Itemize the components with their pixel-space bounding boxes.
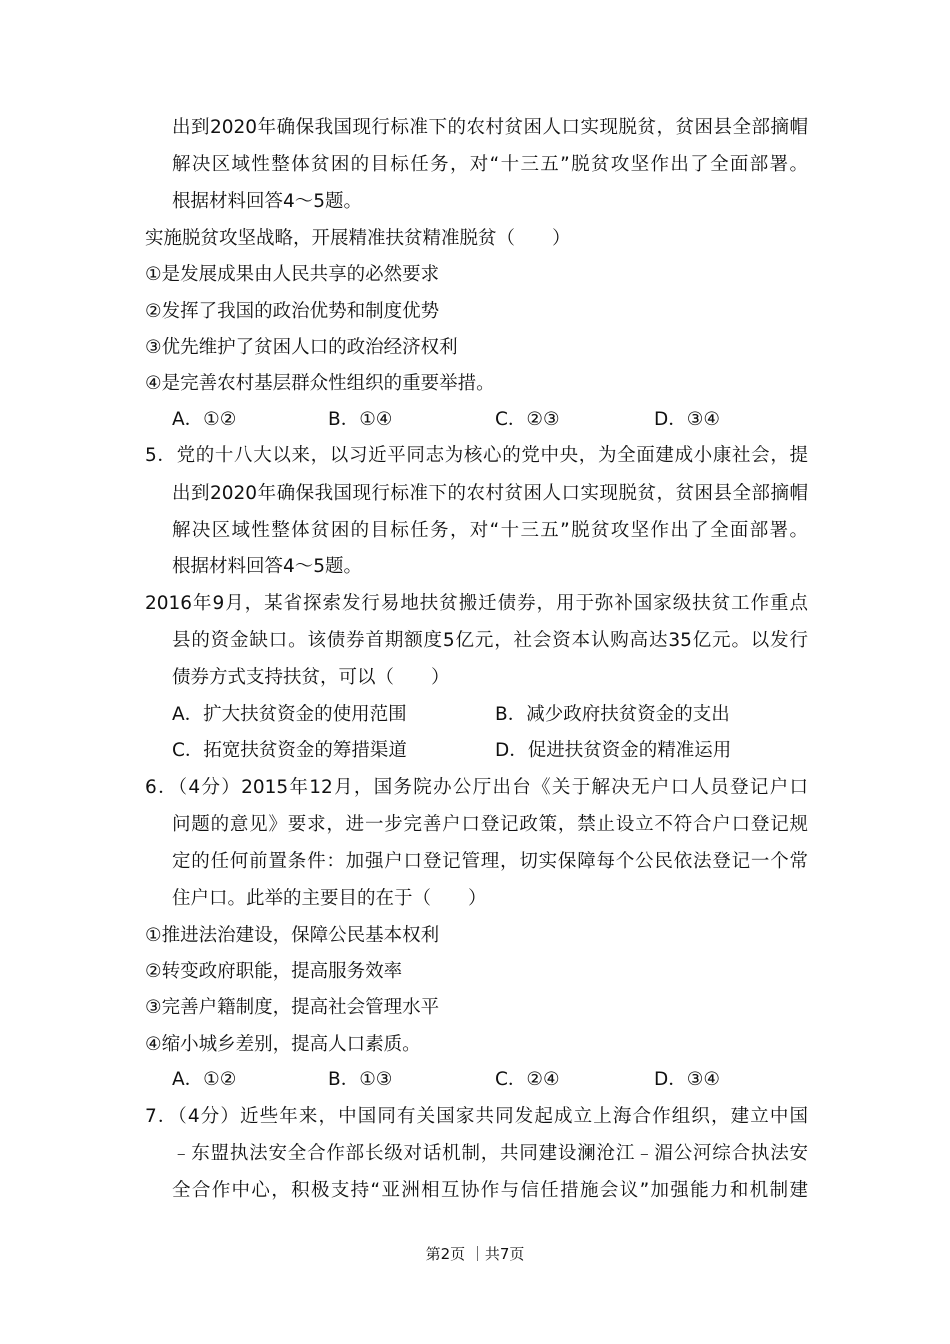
q4-material-line: 出到2020年确保我国现行标准下的农村贫困人口实现脱贫，贫困县全部摘帽 bbox=[172, 117, 808, 138]
q6-item: ②转变政府职能，提高服务效率 bbox=[145, 961, 403, 982]
q6-stem-line: 问题的意见》要求，进一步完善户口登记政策，禁止设立不符合户口登记规 bbox=[172, 814, 808, 835]
q6-option-a: A．①② bbox=[172, 1069, 237, 1090]
q6-option-b: B．①③ bbox=[328, 1069, 393, 1090]
q5-option-d: D．促进扶贫资金的精准运用 bbox=[495, 740, 732, 761]
q4-option-a: A．①② bbox=[172, 409, 237, 430]
q5-option-a: A．扩大扶贫资金的使用范围 bbox=[172, 704, 407, 725]
q4-item: ③优先维护了贫困人口的政治经济权利 bbox=[145, 337, 458, 358]
q4-item: ④是完善农村基层群众性组织的重要举措。 bbox=[145, 373, 495, 394]
q4-stem: 实施脱贫攻坚战略，开展精准扶贫精准脱贫（ ） bbox=[145, 228, 571, 249]
q6-item: ①推进法治建设，保障公民基本权利 bbox=[145, 925, 440, 946]
q5-stem-line: 债券方式支持扶贫，可以（ ） bbox=[172, 667, 450, 688]
q4-material-line: 解决区域性整体贫困的目标任务，对“十三五”脱贫攻坚作出了全面部署。 bbox=[172, 154, 808, 175]
q6-item: ③完善户籍制度，提高社会管理水平 bbox=[145, 997, 440, 1018]
q5-material-line: 根据材料回答4～5题。 bbox=[172, 556, 363, 577]
q5-material-line: 出到2020年确保我国现行标准下的农村贫困人口实现脱贫，贫困县全部摘帽 bbox=[172, 483, 808, 504]
q5-stem-line: 2016年9月，某省探索发行易地扶贫搬迁债券，用于弥补国家级扶贫工作重点 bbox=[145, 593, 808, 614]
q4-option-c: C．②③ bbox=[495, 409, 560, 430]
q6-stem-line: 定的任何前置条件：加强户口登记管理，切实保障每个公民依法登记一个常 bbox=[172, 851, 808, 872]
q4-option-b: B．①④ bbox=[328, 409, 393, 430]
q6-option-c: C．②④ bbox=[495, 1069, 560, 1090]
q5-option-b: B．减少政府扶贫资金的支出 bbox=[495, 704, 730, 725]
q5-option-c: C．拓宽扶贫资金的筹措渠道 bbox=[172, 740, 407, 761]
q6-stem-line: 住户口。此举的主要目的在于（ ） bbox=[172, 888, 487, 909]
q7-stem-line: 全合作中心，积极支持“亚洲相互协作与信任措施会议”加强能力和机制建 bbox=[172, 1180, 808, 1201]
q6-item: ④缩小城乡差别，提高人口素质。 bbox=[145, 1034, 421, 1055]
q7-stem-line: ﹣东盟执法安全合作部长级对话机制，共同建设澜沧江﹣湄公河综合执法安 bbox=[172, 1143, 808, 1164]
q5-material-line: 解决区域性整体贫困的目标任务，对“十三五”脱贫攻坚作出了全面部署。 bbox=[172, 520, 808, 541]
q4-item: ①是发展成果由人民共享的必然要求 bbox=[145, 264, 440, 285]
q5-stem-line: 县的资金缺口。该债券首期额度5亿元，社会资本认购高达35亿元。以发行 bbox=[172, 630, 808, 651]
q4-option-d: D．③④ bbox=[654, 409, 720, 430]
q5-material-line: 5．党的十八大以来，以习近平同志为核心的党中央，为全面建成小康社会，提 bbox=[145, 445, 808, 466]
q4-item: ②发挥了我国的政治优势和制度优势 bbox=[145, 301, 440, 322]
q4-material-line: 根据材料回答4～5题。 bbox=[172, 191, 363, 212]
q6-stem-line: 6．（4分）2015年12月，国务院办公厅出台《关于解决无户口人员登记户口 bbox=[145, 777, 808, 798]
page-footer: 第2页 ｜共7页 bbox=[425, 1245, 525, 1263]
q6-option-d: D．③④ bbox=[654, 1069, 720, 1090]
q7-stem-line: 7．（4分）近些年来，中国同有关国家共同发起成立上海合作组织，建立中国 bbox=[145, 1106, 808, 1127]
